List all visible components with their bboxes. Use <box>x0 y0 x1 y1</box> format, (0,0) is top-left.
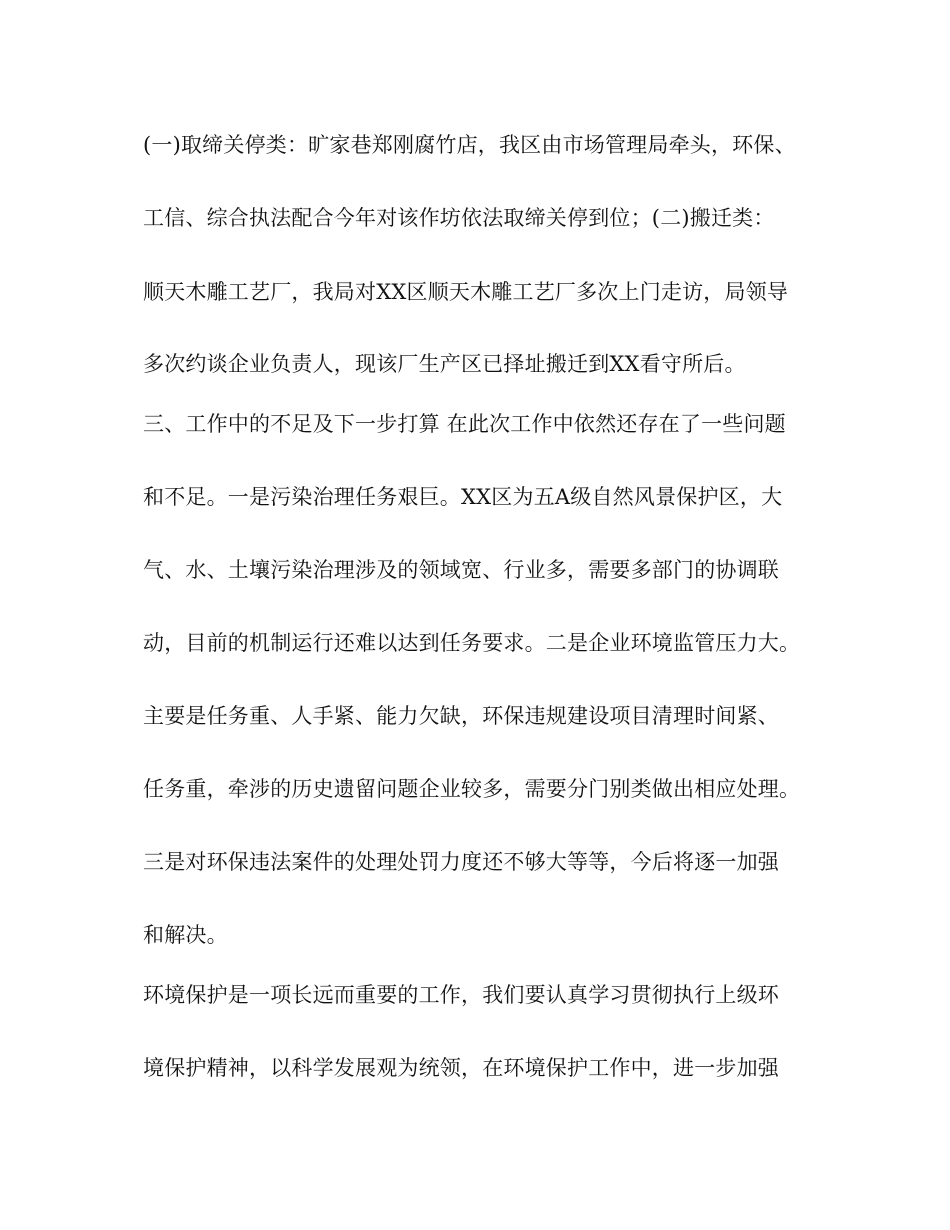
text-line: 动，目前的机制运行还难以达到任务要求。二是企业环境监管压力大。 <box>143 631 801 655</box>
text-line: 任务重，牵涉的历史遗留问题企业较多，需要分门别类做出相应处理。 <box>143 777 801 801</box>
text-line: (一)取缔关停类：旷家巷郑刚腐竹店，我区由市场管理局牵头，环保、 <box>143 133 796 157</box>
text-line: 顺天木雕工艺厂，我局对XX区顺天木雕工艺厂多次上门走访，局领导 <box>143 280 789 304</box>
text-line: 三、工作中的不足及下一步打算 在此次工作中依然还存在了一些问题 <box>143 412 786 436</box>
text-line: 境保护精神，以科学发展观为统领，在环境保护工作中，进一步加强 <box>143 1056 779 1080</box>
text-line: 多次约谈企业负责人，现该厂生产区已择址搬迁到XX看守所后。 <box>143 352 746 376</box>
text-line: 环境保护是一项长远而重要的工作，我们要认真学习贯彻执行上级环 <box>143 983 779 1007</box>
text-line: 气、水、土壤污染治理涉及的领域宽、行业多，需要多部门的协调联 <box>143 558 779 582</box>
text-line: 和解决。 <box>143 923 228 947</box>
text-line: 和不足。一是污染治理任务艰巨。XX区为五A级自然风景保护区，大 <box>143 485 783 509</box>
text-line: 工信、综合执法配合今年对该作坊依法取缔关停到位；(二)搬迁类： <box>143 206 775 230</box>
text-line: 三是对环保违法案件的处理处罚力度还不够大等等，今后将逐一加强 <box>143 850 779 874</box>
text-line: 主要是任务重、人手紧、能力欠缺，环保违规建设项目清理时间紧、 <box>143 704 779 728</box>
